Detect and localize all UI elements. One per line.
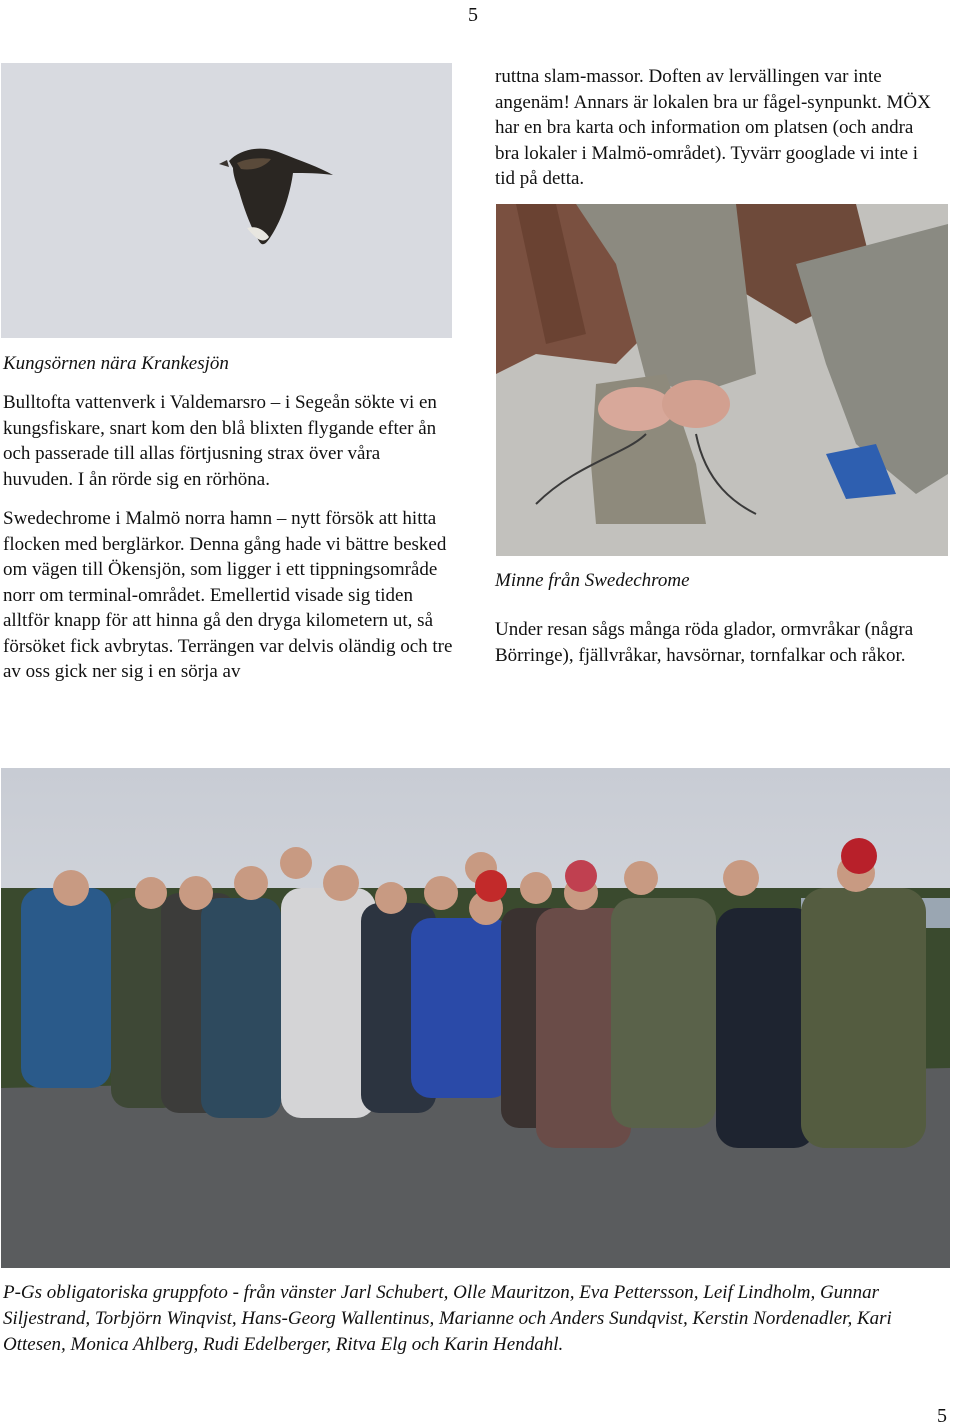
boot-caption: Minne från Swedechrome — [495, 570, 690, 591]
page-number-top: 5 — [468, 4, 478, 26]
eagle-caption: Kungsörnen nära Krankesjön — [3, 353, 229, 374]
group-caption: P-Gs obligatoriska gruppfoto - från vänster Jarl Schubert, Olle Mauritzon, Eva Pettersson, Leif Lindholm, Gunnar Siljestrand, Torbjörn Winqvist, Hans-Georg Wallentinus, Marianne och Anders Sundqvist, Kerstin Nordenadler, Kari Ottesen, Monica Ahlberg, Rudi Edelberger, Ritva Elg och Karin Hendahl. — [3, 1282, 892, 1355]
paragraph-resan: Under resan sågs många röda glador, ormvråkar (några Börringe), fjällvråkar, havsörnar, tornfalkar och råkor. — [495, 619, 914, 666]
boot-photo — [496, 204, 948, 556]
right-column-top-text: ruttna slam-massor. Doften av lervällingen var inte angenäm! Annars är lokalen bra ur fågel-synpunkt. MÖX har en bra karta och information om platsen (och andra bra lokaler i Malmö-området). Tyvärr googlade vi inte i tid på detta. — [495, 66, 931, 189]
group-photo — [1, 768, 950, 1268]
page-number-bottom: 5 — [937, 1405, 947, 1427]
paragraph-swedechrome: Swedechrome i Malmö norra hamn – nytt försök att hitta flocken med berglärkor. Denna gång hade vi bättre besked om vägen till Ökensjön, som ligger i ett tippningsområde norr om terminal-området. Emellertid visade sig tiden alltför knapp för att hinna gå den dryga kilometern ut, så försöket fick avbrytas. Terrängen var delvis oländig och tre av oss gick ner sig i en sörja av — [3, 508, 453, 682]
paragraph-bulltofta: Bulltofta vattenverk i Valdemarsro – i Segeån sökte vi en kungsfiskare, snart kom den blå blixten flygande efter ån och passerade till allas förtjusning strax över våra huvuden. I ån rörde sig en rörhöna. — [3, 392, 437, 490]
eagle-photo — [1, 63, 452, 338]
